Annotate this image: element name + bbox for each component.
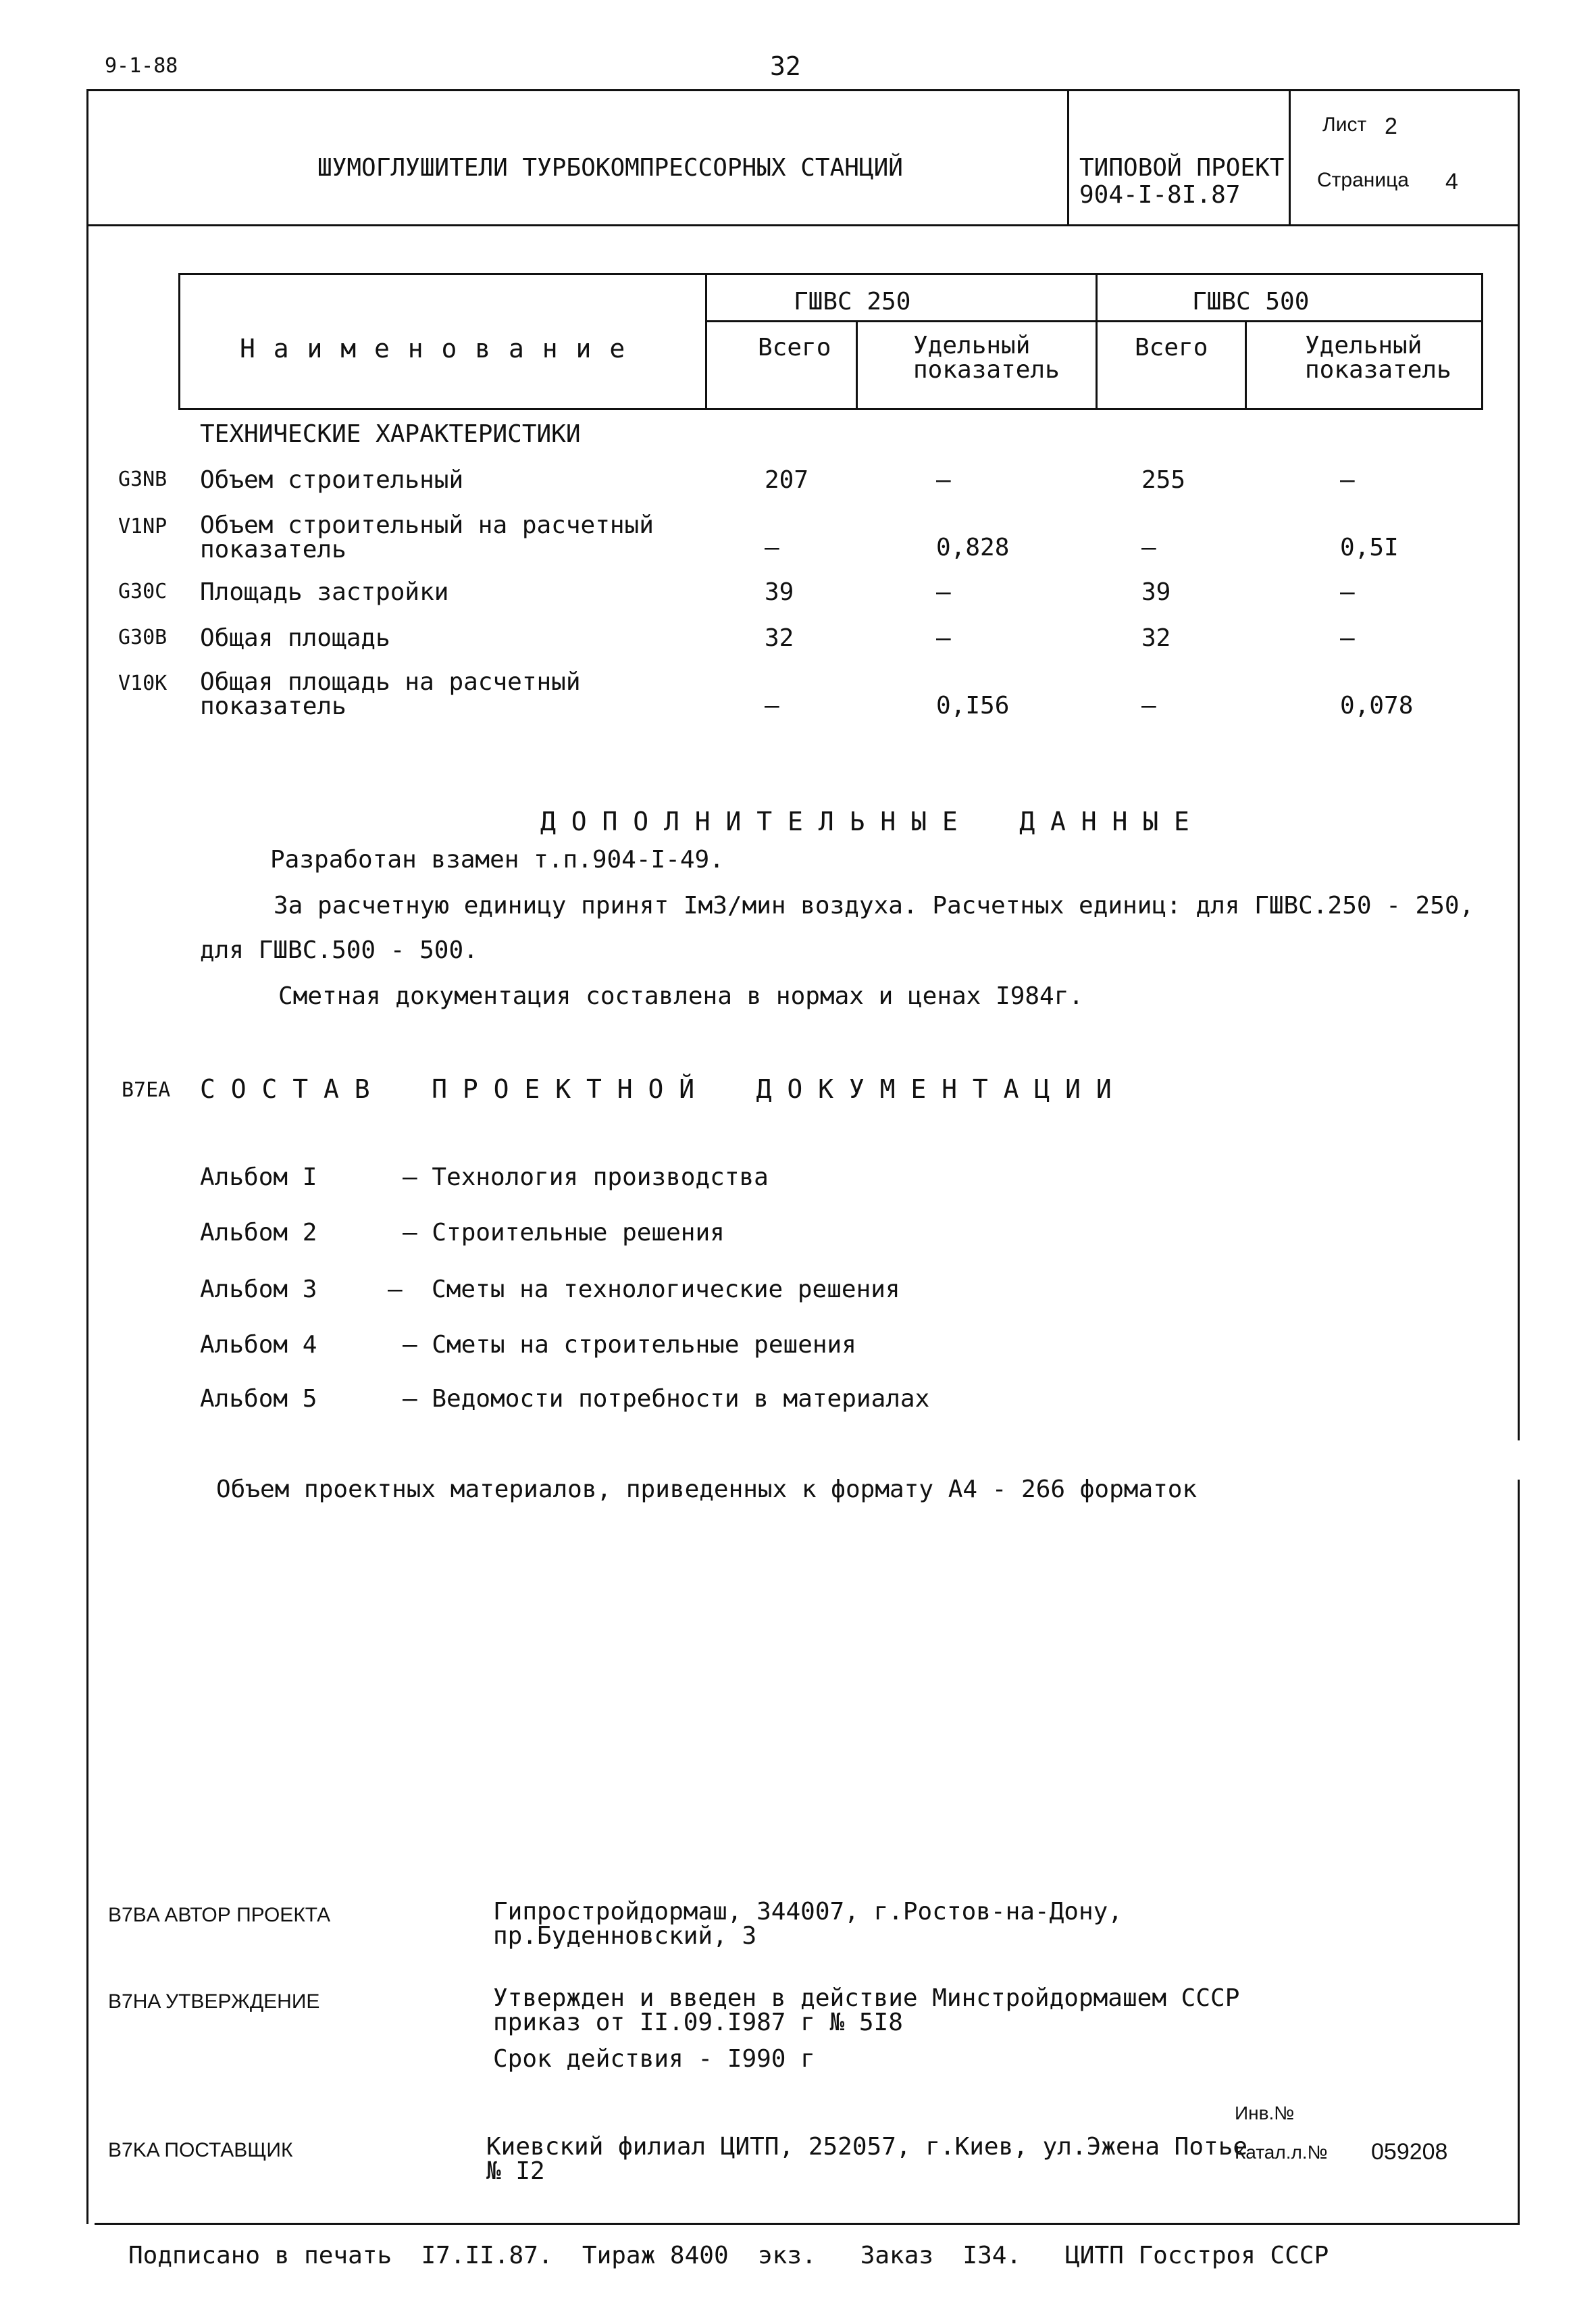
approval-text: Утвержден и введен в действие Минстройдормашем СССР приказ от II.09.I987 г № 5I8 Срок действия - I990 г: [493, 1984, 1240, 2073]
album-description: – Технология производства: [403, 1163, 769, 1191]
header-divider-1: [1067, 89, 1069, 224]
frame-right-lower: [1518, 1480, 1520, 2224]
specific-header-250: Удельный показатель: [913, 332, 1060, 384]
catalog-label: Катал.л.№: [1235, 2142, 1328, 2163]
approval-label: B7HA УТВЕРЖДЕНИЕ: [108, 1990, 320, 2013]
album-description: – Сметы на технологические решения: [388, 1276, 900, 1303]
page-label: Страница: [1317, 169, 1409, 191]
sheet-value: 2: [1385, 114, 1397, 139]
document-code: 9-1-88: [105, 54, 178, 78]
frame-left: [86, 89, 88, 2224]
composition-title: С О С Т А В П Р О Е К Т Н О Й Д О К У М Е Н Т А Ц И И: [200, 1074, 1112, 1104]
additional-line-3: для ГШВС.500 - 500.: [200, 936, 478, 964]
row-name: Объем строительный: [200, 466, 464, 494]
album-description: – Строительные решения: [403, 1219, 725, 1247]
row-value: –: [1141, 534, 1156, 561]
row-code: G30C: [118, 580, 168, 603]
print-footer: Подписано в печать I7.II.87. Тираж 8400 экз. Заказ I34. ЦИТП Госстроя СССР: [128, 2242, 1329, 2269]
project-label: ТИПОВОЙ ПРОЕКТ: [1079, 154, 1285, 182]
album-name: Альбом 5: [200, 1385, 317, 1413]
header-divider-2: [1289, 89, 1291, 224]
catalog-number: 059208: [1371, 2139, 1448, 2165]
row-value: 32: [765, 624, 794, 652]
row-value: 39: [765, 578, 794, 606]
row-value: –: [936, 578, 951, 606]
row-value: 255: [1141, 466, 1186, 494]
sheet-label: Лист: [1322, 114, 1367, 136]
additional-line-2: За расчетную единицу принят IмЗ/мин воздуха. Расчетных единиц: для ГШВС.250 - 250,: [274, 892, 1474, 920]
row-code: V1NP: [118, 515, 168, 538]
row-code: V10K: [118, 672, 168, 695]
group-header-250: ГШВС 250: [794, 288, 911, 316]
album-name: Альбом 2: [200, 1219, 317, 1247]
row-value: 0,5I: [1340, 534, 1399, 561]
row-value: –: [1340, 578, 1355, 606]
row-value: 32: [1141, 624, 1171, 652]
composition-code: B7EA: [122, 1078, 171, 1102]
supplier-text: Киевский филиал ЦИТП, 252057, г.Киев, ул.Эжена Потье № I2: [486, 2133, 1248, 2185]
row-value: 0,828: [936, 534, 1010, 561]
row-value: –: [765, 534, 779, 561]
project-number: 904-I-8I.87: [1079, 181, 1241, 209]
row-code: G3NB: [118, 468, 168, 491]
row-value: –: [936, 624, 951, 652]
page-value: 4: [1445, 169, 1458, 195]
inventory-label: Инв.№: [1235, 2103, 1295, 2123]
frame-bottom: [95, 2223, 1520, 2225]
row-value: 39: [1141, 578, 1171, 606]
section-title: ТЕХНИЧЕСКИЕ ХАРАКТЕРИСТИКИ: [200, 420, 581, 448]
row-name: Общая площадь на расчетный показатель: [200, 668, 581, 720]
row-name: Объем строительный на расчетный показатель: [200, 511, 654, 563]
row-value: 0,I56: [936, 692, 1010, 720]
row-value: 0,078: [1340, 692, 1414, 720]
additional-line-4: Сметная документация составлена в нормах и ценах I984г.: [278, 982, 1084, 1010]
album-name: Альбом I: [200, 1163, 317, 1191]
total-header-250: Всего: [758, 334, 831, 361]
total-header-500: Всего: [1135, 334, 1208, 361]
header-bottom-line: [86, 224, 1520, 226]
row-value: –: [1340, 466, 1355, 494]
supplier-label: B7KA ПОСТАВЩИК: [108, 2139, 293, 2161]
frame-top: [86, 89, 1520, 91]
row-name: Площадь застройки: [200, 578, 449, 606]
row-value: –: [765, 692, 779, 720]
frame-right: [1518, 89, 1520, 1440]
page-number: 32: [770, 51, 801, 81]
row-value: 207: [765, 466, 809, 494]
group-header-500: ГШВС 500: [1192, 288, 1310, 316]
album-name: Альбом 3: [200, 1276, 317, 1303]
row-value: –: [1340, 624, 1355, 652]
row-value: –: [936, 466, 951, 494]
author-label: B7BA АВТОР ПРОЕКТА: [108, 1904, 331, 1926]
row-value: –: [1141, 692, 1156, 720]
album-name: Альбом 4: [200, 1331, 317, 1359]
album-description: – Сметы на строительные решения: [403, 1331, 856, 1359]
additional-data-title: Д О П О Л Н И Т Е Л Ь Н Ы Е Д А Н Н Ы Е: [540, 807, 1189, 836]
volume-note: Объем проектных материалов, приведенных к формату А4 - 266 форматок: [216, 1476, 1198, 1503]
additional-line-1: Разработан взамен т.п.904-I-49.: [270, 846, 724, 874]
row-name: Общая площадь: [200, 624, 390, 652]
specific-header-500: Удельный показатель: [1305, 332, 1451, 384]
name-column-header: Н а и м е н о в а н и е: [240, 334, 627, 363]
row-code: G30B: [118, 626, 168, 649]
author-text: Гипростройдормаш, 344007, г.Ростов-на-Дону, пр.Буденновский, 3: [493, 1898, 1123, 1950]
album-description: – Ведомости потребности в материалах: [403, 1385, 930, 1413]
header-title: ШУМОГЛУШИТЕЛИ ТУРБОКОМПРЕССОРНЫХ СТАНЦИЙ: [317, 154, 903, 182]
